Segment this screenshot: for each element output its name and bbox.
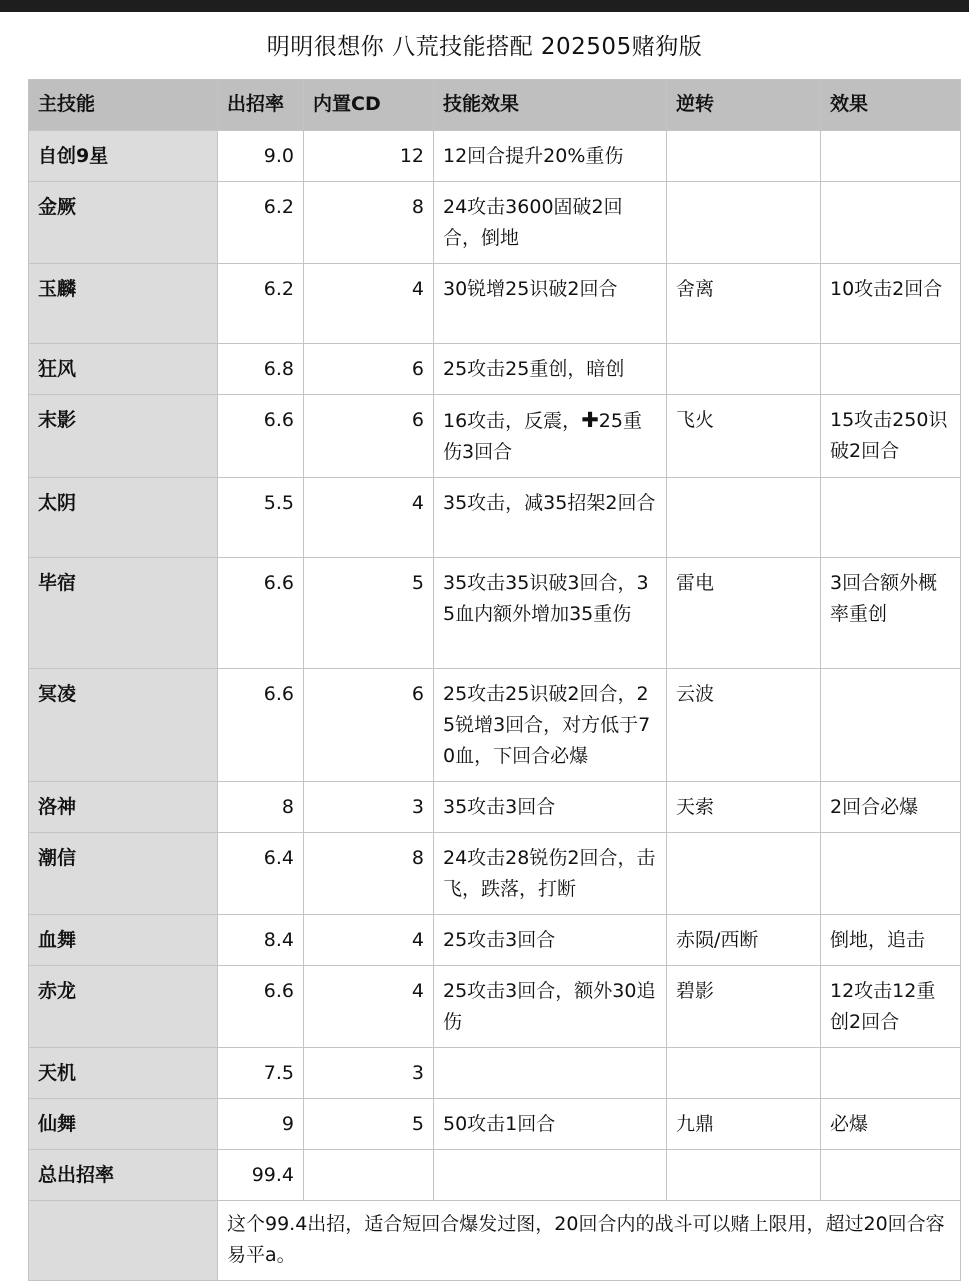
skill-effect: 25攻击3回合，额外30追伤 [434,966,667,1048]
skill-cd: 6 [304,669,434,782]
skill-reverse-effect [821,1048,961,1099]
skill-effect: 35攻击，减35招架2回合 [434,478,667,558]
table-row [29,669,961,782]
skill-reverse-effect [821,478,961,558]
table-row [29,478,961,558]
skill-rate: 6.6 [218,966,304,1048]
skill-name: 自创9星 [29,131,218,182]
skill-name: 狂风 [29,344,218,395]
skill-reverse-effect: 2回合必爆 [821,782,961,833]
skill-name: 末影 [29,395,218,478]
skill-rate: 9 [218,1099,304,1150]
skill-reverse-effect [821,669,961,782]
skill-name: 太阴 [29,478,218,558]
table-row [29,966,961,1048]
skill-rate: 8 [218,782,304,833]
skill-cd: 3 [304,782,434,833]
skill-effect [434,1048,667,1099]
empty-cell [304,1150,434,1201]
skill-rate: 6.6 [218,558,304,669]
skill-reverse: 天索 [667,782,821,833]
skill-reverse: 云波 [667,669,821,782]
note-label-cell [29,1201,218,1281]
skill-cd: 8 [304,833,434,915]
table-row [29,558,961,669]
skill-cd: 12 [304,131,434,182]
skill-reverse [667,478,821,558]
skill-cd: 6 [304,395,434,478]
skill-name: 冥凌 [29,669,218,782]
total-label: 总出招率 [29,1150,218,1201]
table-row [29,1048,961,1099]
skill-name: 潮信 [29,833,218,915]
skill-effect: 35攻击3回合 [434,782,667,833]
skill-reverse: 九鼎 [667,1099,821,1150]
skill-reverse: 赤陨/西断 [667,915,821,966]
skill-reverse-effect: 12攻击12重创2回合 [821,966,961,1048]
table-row [29,1099,961,1150]
skill-reverse-effect [821,344,961,395]
skill-effect: 30锐增25识破2回合 [434,264,667,344]
skill-reverse: 舍离 [667,264,821,344]
note-text: 这个99.4出招，适合短回合爆发过图，20回合内的战斗可以赌上限用，超过20回合容易平a。 [218,1201,961,1281]
plus-icon: ✚ [581,408,599,432]
skill-name: 洛神 [29,782,218,833]
skill-reverse: 碧影 [667,966,821,1048]
empty-cell [821,1150,961,1201]
table-header-row [29,80,961,131]
skill-effect: 25攻击3回合 [434,915,667,966]
skill-cd: 4 [304,478,434,558]
table-row [29,182,961,264]
skill-effect: 24攻击3600固破2回合，倒地 [434,182,667,264]
skill-reverse-effect [821,833,961,915]
effect-text: 16攻击，反震， [443,410,582,432]
skill-reverse-effect: 3回合额外概率重创 [821,558,961,669]
skill-reverse-effect: 15攻击250识破2回合 [821,395,961,478]
table-row [29,131,961,182]
skill-reverse [667,344,821,395]
header-reverse-effect: 效果 [821,80,961,131]
skill-cd: 6 [304,344,434,395]
total-value: 99.4 [218,1150,304,1201]
note-row [29,1201,961,1281]
table-row [29,395,961,478]
skill-effect: 25攻击25识破2回合，25锐增3回合，对方低于70血，下回合必爆 [434,669,667,782]
skill-cd: 5 [304,1099,434,1150]
skill-effect: 35攻击35识破3回合，35血内额外增加35重伤 [434,558,667,669]
skill-effect [434,395,667,478]
skill-rate: 7.5 [218,1048,304,1099]
skill-rate: 5.5 [218,478,304,558]
empty-cell [434,1150,667,1201]
skill-rate: 6.2 [218,182,304,264]
skill-reverse-effect: 倒地，追击 [821,915,961,966]
skill-rate: 9.0 [218,131,304,182]
top-status-bar [0,0,969,12]
skill-reverse [667,833,821,915]
table-row [29,344,961,395]
skill-effect: 25攻击25重创，暗创 [434,344,667,395]
table-row [29,915,961,966]
skill-reverse: 雷电 [667,558,821,669]
skill-cd: 4 [304,966,434,1048]
skill-rate: 6.4 [218,833,304,915]
skill-rate: 6.6 [218,669,304,782]
page-title: 明明很想你 八荒技能搭配 202505赌狗版 [266,34,703,60]
skill-reverse-effect [821,182,961,264]
skill-table [28,79,961,1281]
table-row [29,833,961,915]
skill-cd: 8 [304,182,434,264]
skill-reverse [667,182,821,264]
table-row [29,782,961,833]
skill-rate: 8.4 [218,915,304,966]
skill-effect: 12回合提升20%重伤 [434,131,667,182]
skill-effect: 24攻击28锐伤2回合，击飞，跌落，打断 [434,833,667,915]
empty-cell [667,1150,821,1201]
skill-name: 赤龙 [29,966,218,1048]
skill-effect: 50攻击1回合 [434,1099,667,1150]
header-rate: 出招率 [218,80,304,131]
skill-reverse-effect: 必爆 [821,1099,961,1150]
skill-reverse [667,131,821,182]
skill-name: 玉麟 [29,264,218,344]
table-row [29,264,961,344]
skill-name: 毕宿 [29,558,218,669]
header-cd: 内置CD [304,80,434,131]
skill-rate: 6.8 [218,344,304,395]
skill-rate: 6.6 [218,395,304,478]
skill-name: 血舞 [29,915,218,966]
skill-cd: 3 [304,1048,434,1099]
total-row [29,1150,961,1201]
header-main-skill: 主技能 [29,80,218,131]
skill-name: 天机 [29,1048,218,1099]
effect-text: 25重伤3回合 [443,410,642,463]
skill-name: 金厥 [29,182,218,264]
skill-rate: 6.2 [218,264,304,344]
header-reverse: 逆转 [667,80,821,131]
skill-reverse-effect [821,131,961,182]
skill-reverse-effect: 10攻击2回合 [821,264,961,344]
skill-cd: 5 [304,558,434,669]
skill-reverse: 飞火 [667,395,821,478]
skill-reverse [667,1048,821,1099]
skill-name: 仙舞 [29,1099,218,1150]
header-effect: 技能效果 [434,80,667,131]
skill-cd: 4 [304,264,434,344]
skill-cd: 4 [304,915,434,966]
